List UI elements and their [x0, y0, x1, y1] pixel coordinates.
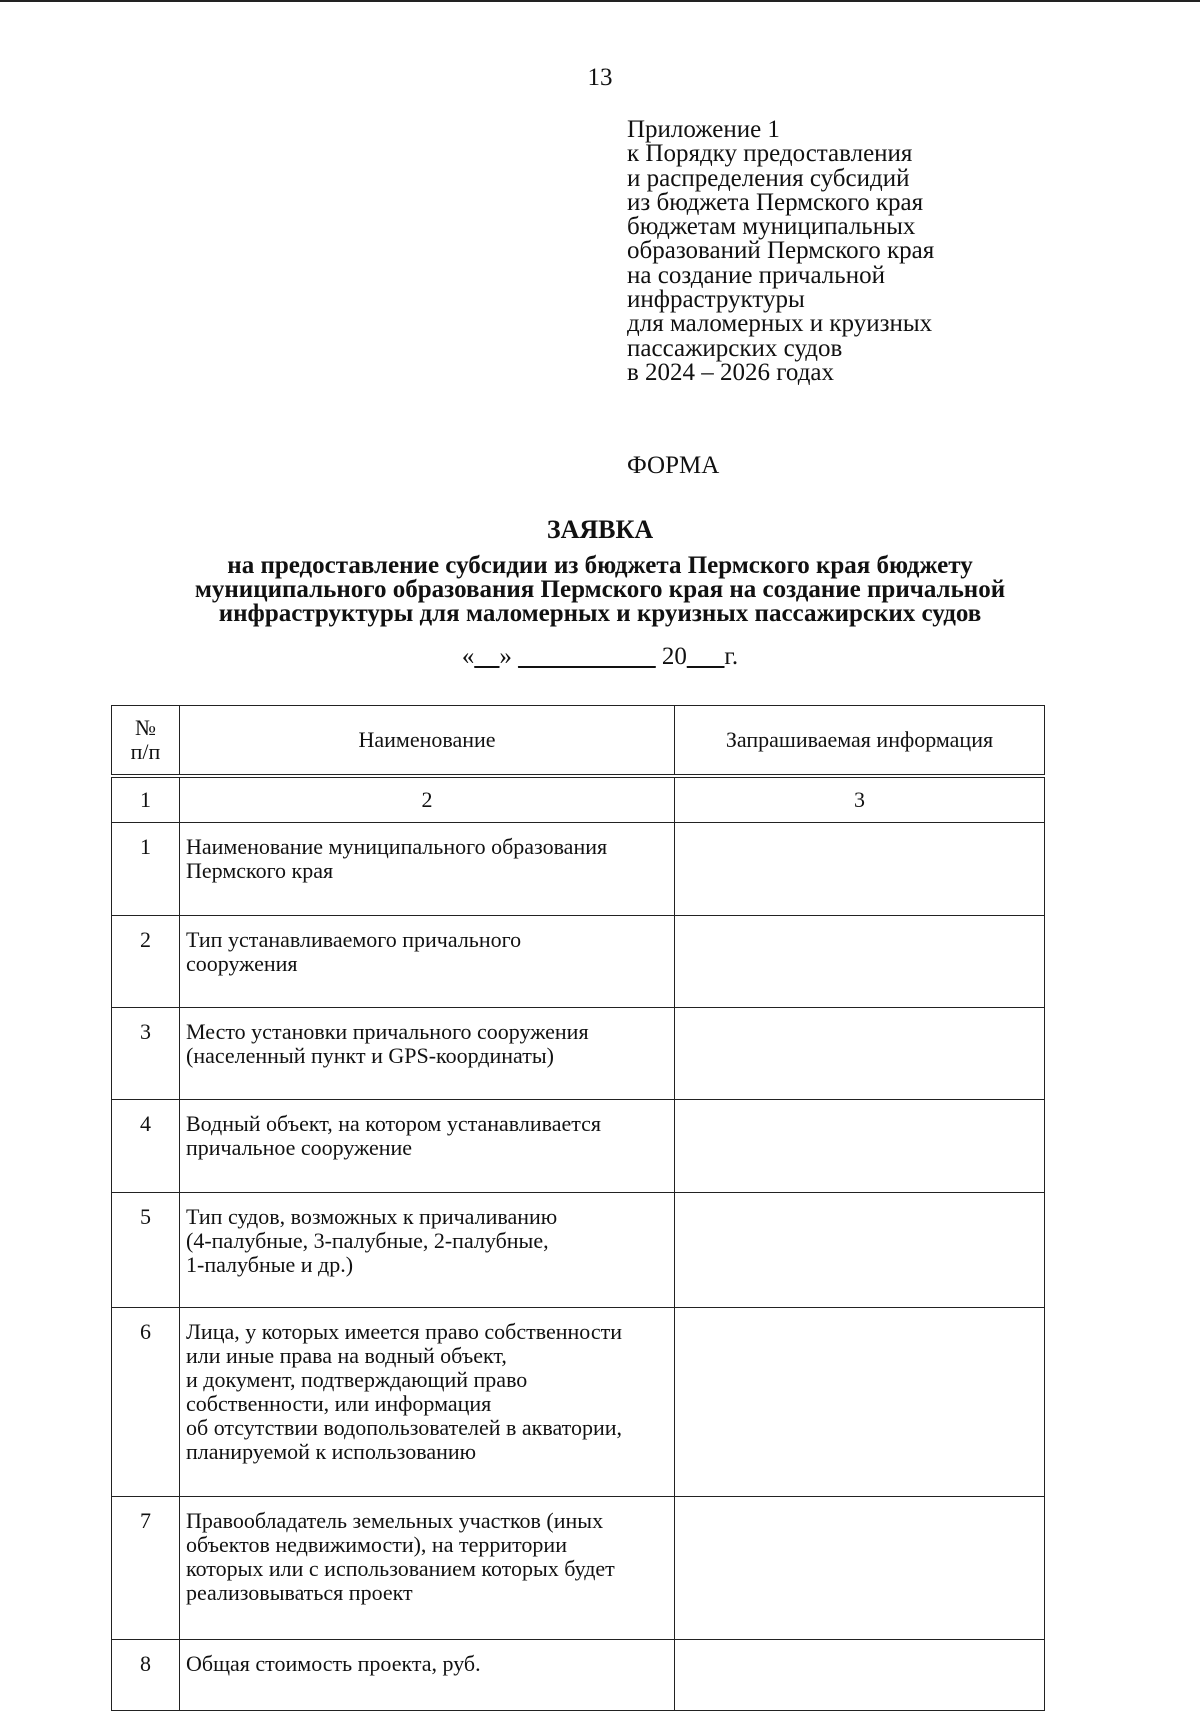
subtitle-line: муниципального образования Пермского края на создание причальной: [194, 576, 1006, 603]
appendix-header: [627, 118, 1027, 385]
date-line: [0, 643, 1200, 671]
row-name-line: объектов недвижимости), на территории: [186, 1532, 567, 1557]
table-row: [112, 823, 1045, 916]
row-value-field[interactable]: [675, 1308, 1045, 1497]
row-value-field[interactable]: [675, 1008, 1045, 1100]
date-close-quote: »: [499, 643, 519, 670]
table-row: [112, 1100, 1045, 1193]
document-subtitle: [60, 554, 1140, 626]
row-value-field[interactable]: [675, 1193, 1045, 1308]
row-name-line: реализовываться проект: [186, 1580, 413, 1605]
row-name-line: или иные права на водный объект,: [186, 1343, 507, 1368]
appendix-line: для маломерных и круизных: [627, 310, 933, 338]
row-name-line: Лица, у которых имеется право собственности: [186, 1319, 622, 1344]
row-name-line: 1-палубные и др.): [186, 1252, 354, 1277]
row-name-line: Место установки причального сооружения: [186, 1019, 589, 1044]
row-number: 3: [112, 1008, 180, 1100]
date-day-blank: __: [474, 643, 500, 670]
row-name-line: Пермского края: [186, 858, 334, 883]
row-name-line: сооружения: [186, 951, 298, 976]
subtitle-line: на предоставление субсидии из бюджета Пермского края бюджету: [227, 552, 973, 579]
appendix-line: из бюджета Пермского края: [627, 188, 924, 216]
appendix-line: на создание причальной: [627, 261, 885, 289]
row-number: 5: [112, 1193, 180, 1308]
table-row: [112, 1308, 1045, 1497]
header-number: [112, 706, 180, 777]
row-name-line: которых или с использованием которых будет: [186, 1556, 615, 1581]
appendix-line: инфраструктуры: [627, 286, 805, 314]
header-name: Наименование: [180, 706, 675, 777]
appendix-line: Приложение 1: [627, 116, 780, 143]
date-year-prefix: 20: [655, 643, 687, 670]
column-number: 1: [112, 776, 180, 823]
row-number: 4: [112, 1100, 180, 1193]
row-value-field[interactable]: [675, 916, 1045, 1008]
appendix-line: в 2024 – 2026 годах: [627, 358, 835, 386]
table-row: [112, 1497, 1045, 1640]
header-number-abbr: п/п: [130, 739, 161, 764]
row-name: [180, 1008, 675, 1100]
date-suffix: г.: [724, 643, 739, 670]
row-name-line: и документ, подтверждающий право: [186, 1367, 528, 1392]
row-value-field[interactable]: [675, 823, 1045, 916]
application-table: [111, 705, 1045, 1711]
row-name-line: (4-палубные, 3-палубные, 2-палубные,: [186, 1228, 549, 1253]
row-number: 8: [112, 1640, 180, 1711]
row-value-field[interactable]: [675, 1100, 1045, 1193]
row-name: [180, 916, 675, 1008]
table-row: [112, 916, 1045, 1008]
row-value-field[interactable]: [675, 1497, 1045, 1640]
appendix-line: бюджетам муниципальных: [627, 213, 916, 241]
row-name: [180, 1640, 675, 1711]
column-number: 3: [675, 776, 1045, 823]
subtitle-line: инфраструктуры для маломерных и круизных пассажирских судов: [218, 600, 982, 627]
page-number: 13: [587, 64, 613, 91]
appendix-line: и распределения субсидий: [627, 164, 910, 192]
form-label: ФОРМА: [627, 452, 720, 479]
table-row: [112, 1640, 1045, 1711]
row-name-line: Тип устанавливаемого причального: [186, 927, 522, 952]
column-number-row: [112, 776, 1045, 823]
row-name: [180, 1100, 675, 1193]
row-name: [180, 823, 675, 916]
date-year-blank: ___: [686, 643, 725, 670]
row-number: 2: [112, 916, 180, 1008]
row-name-line: Тип судов, возможных к причаливанию: [186, 1204, 558, 1229]
row-name-line: Водный объект, на котором устанавливается: [186, 1111, 602, 1136]
row-number: 6: [112, 1308, 180, 1497]
table-row: [112, 1008, 1045, 1100]
row-name-line: причальное сооружение: [186, 1135, 413, 1160]
row-name: [180, 1193, 675, 1308]
row-number: 7: [112, 1497, 180, 1640]
row-name: [180, 1308, 675, 1497]
row-name-line: Правообладатель земельных участков (иных: [186, 1508, 604, 1533]
row-name-line: об отсутствии водопользователей в акватории,: [186, 1415, 623, 1440]
header-number-symbol: №: [135, 715, 156, 740]
appendix-line: образований Пермского края: [627, 237, 935, 265]
row-name-line: собственности, или информация: [186, 1391, 492, 1416]
row-name-line: планируемой к использованию: [186, 1439, 477, 1464]
row-name-line: Общая стоимость проекта, руб.: [186, 1651, 481, 1676]
row-name-line: (населенный пункт и GPS-координаты): [186, 1043, 554, 1068]
date-open-quote: «: [461, 643, 475, 670]
row-name: [180, 1497, 675, 1640]
appendix-line: пассажирских судов: [627, 334, 843, 362]
header-info: Запрашиваемая информация: [675, 706, 1045, 777]
row-number: 1: [112, 823, 180, 916]
appendix-line: к Порядку предоставления: [627, 140, 913, 168]
date-month-blank: ___________: [518, 643, 656, 670]
table-row: [112, 1193, 1045, 1308]
row-name-line: Наименование муниципального образования: [186, 834, 608, 859]
document-title: ЗАЯВКА: [546, 515, 654, 544]
row-value-field[interactable]: [675, 1640, 1045, 1711]
table-header-row: [112, 706, 1045, 777]
column-number: 2: [180, 776, 675, 823]
